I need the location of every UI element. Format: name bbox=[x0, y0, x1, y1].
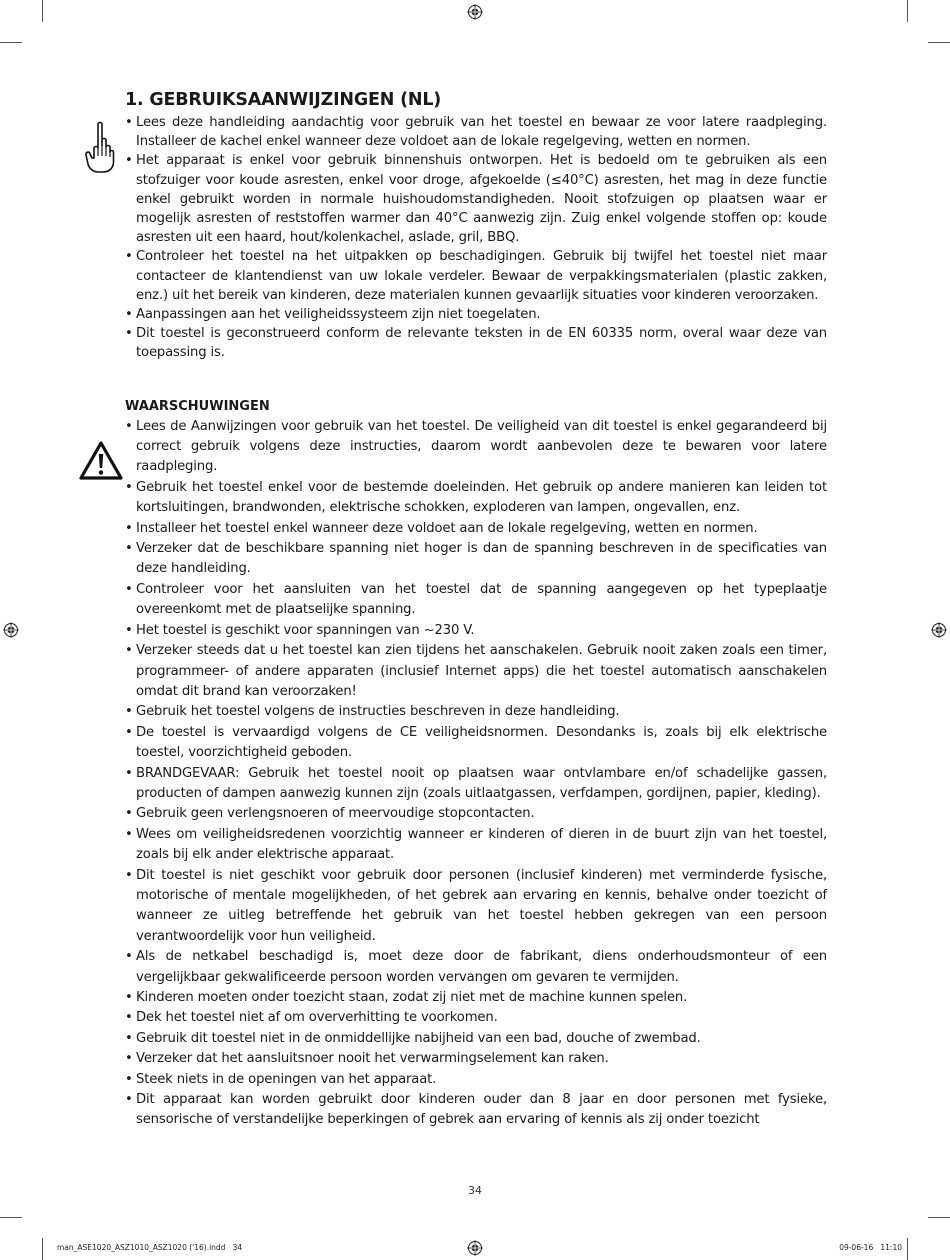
list-item: • Dit apparaat kan worden gebruikt door kinderen ouder dan 8 jaar en door personen met fysieke, sensorische of verstandelijke beperkingen of gebrek aan ervaring of kennis als zij onder toezicht bbox=[125, 1090, 827, 1131]
list-item: • Lees de Aanwijzingen voor gebruik van het toestel. De veiligheid van dit toestel is enkel gegarandeerd bij correct gebruik volgens deze instructies, daarom wordt aanbevolen deze te bewaren voor latere raadpleging. bbox=[125, 417, 827, 478]
list-item: • Gebruik dit toestel niet in de onmiddellijke nabijheid van een bad, douche of zwembad. bbox=[125, 1029, 827, 1049]
list-item: • Dit toestel is niet geschikt voor gebruik door personen (inclusief kinderen) met verminderde fysische, motorische of mentale mogelijkheden, of het gebrek aan ervaring en kennis, behalve onder toezicht of wanneer ze uitleg betreffende het gebruik van het toestel hebben gekregen van een persoon verantwoordelijk voor hun veiligheid. bbox=[125, 866, 827, 948]
section-title: 1. GEBRUIKSAANWIJZINGEN (NL) bbox=[125, 90, 442, 110]
crop-mark bbox=[0, 1217, 22, 1218]
file-slug: man_ASE1020_ASZ1010_ASZ1020 ('16).indd 34 bbox=[57, 1243, 243, 1252]
list-item: • Controleer voor het aansluiten van het toestel dat de spanning aangegeven op het typeplaatje overeenkomt met de plaatselijke spanning. bbox=[125, 580, 827, 621]
list-item: • Kinderen moeten onder toezicht staan, zodat zij niet met de machine kunnen spelen. bbox=[125, 988, 827, 1008]
instructions-list bbox=[125, 113, 827, 363]
list-item: • De toestel is vervaardigd volgens de CE veiligheidsnormen. Desondanks is, zoals bij elk elektrische toestel, voorzichtigheid geboden. bbox=[125, 723, 827, 764]
crop-mark bbox=[42, 0, 43, 22]
registration-mark-icon bbox=[3, 622, 19, 638]
crop-mark bbox=[42, 1238, 43, 1260]
list-item: • Dit toestel is geconstrueerd conform de relevante teksten in de EN 60335 norm, overal waar deze van toepassing is. bbox=[125, 324, 827, 362]
list-item: • Gebruik het toestel enkel voor de bestemde doeleinden. Het gebruik op andere manieren kan leiden tot kortsluitingen, brandwonden, elektrische schokken, exploderen van lampen, ongevallen, enz. bbox=[125, 478, 827, 519]
list-item: • Gebruik geen verlengsnoeren of meervoudige stopcontacten. bbox=[125, 804, 827, 824]
page-number: 34 bbox=[468, 1184, 482, 1197]
crop-mark bbox=[928, 42, 950, 43]
list-item: • Installeer het toestel enkel wanneer deze voldoet aan de lokale regelgeving, wetten en normen. bbox=[125, 519, 827, 539]
list-item: • Steek niets in de openingen van het apparaat. bbox=[125, 1070, 827, 1090]
list-item: • Het toestel is geschikt voor spanningen van ~230 V. bbox=[125, 621, 827, 641]
warnings-list bbox=[125, 417, 827, 1131]
registration-mark-icon bbox=[467, 1240, 483, 1256]
warning-triangle-icon bbox=[79, 441, 123, 481]
list-item: • Wees om veiligheidsredenen voorzichtig wanneer er kinderen of dieren in de buurt zijn van het toestel, zoals bij elk ander elektrische apparaat. bbox=[125, 825, 827, 866]
list-item: • Aanpassingen aan het veiligheidssysteem zijn niet toegelaten. bbox=[125, 305, 827, 324]
crop-mark bbox=[0, 42, 22, 43]
list-item: • Controleer het toestel na het uitpakken op beschadigingen. Gebruik bij twijfel het toestel niet maar contacteer de klantendienst van uw lokale verdeler. Bewaar de verpakkingsmaterialen (plastic zakken, enz.) uit het bereik van kinderen, deze materialen kunnen gevaarlijk situaties voor kinderen veroorzaken. bbox=[125, 247, 827, 305]
registration-mark-icon bbox=[467, 4, 483, 20]
list-item: • Het apparaat is enkel voor gebruik binnenshuis ontworpen. Het is bedoeld om te gebruiken als een stofzuiger voor koude asresten, enkel voor droge, afgekoelde (≤40°C) asresten, het mag in deze functie enkel gebruikt worden in normale huishoudomstandigheden. Nooit stofzuigen op plaatsen waar er mogelijk asresten of reststoffen warmer dan 40°C aanwezig zijn. Zuig enkel volgende stoffen op: koude asresten uit een haard, hout/kolenkachel, aslade, gril, BBQ. bbox=[125, 151, 827, 247]
list-item: • BRANDGEVAAR: Gebruik het toestel nooit op plaatsen waar ontvlambare en/of schadelijke gassen, producten of dampen aanwezig kunnen zijn (zoals uitlaatgassen, verfdampen, gordijnen, papier, kleding). bbox=[125, 764, 827, 805]
registration-mark-icon bbox=[931, 622, 947, 638]
list-item: • Verzeker dat de beschikbare spanning niet hoger is dan de spanning beschreven in de specificaties van deze handleiding. bbox=[125, 539, 827, 580]
pointing-hand-icon bbox=[84, 120, 116, 176]
list-item: • Verzeker dat het aansluitsnoer nooit het verwarmingselement kan raken. bbox=[125, 1049, 827, 1069]
date-slug: 09-06-16 11:10 bbox=[839, 1243, 902, 1252]
warnings-section bbox=[125, 399, 827, 1131]
list-item: • Verzeker steeds dat u het toestel kan zien tijdens het aanschakelen. Gebruik nooit zaken zoals een timer, programmeer- of andere apparaten (inclusief Internet apps) die het toestel automatisch aanschakelen omdat dit brand kan veroorzaken! bbox=[125, 641, 827, 702]
list-item: • Lees deze handleiding aandachtig voor gebruik van het toestel en bewaar ze voor latere raadpleging. Installeer de kachel enkel wanneer deze voldoet aan de lokale regelgeving, wetten en normen. bbox=[125, 113, 827, 151]
content-area bbox=[125, 90, 827, 1131]
crop-mark bbox=[928, 1217, 950, 1218]
warnings-title: WAARSCHUWINGEN bbox=[125, 398, 270, 414]
list-item: • Als de netkabel beschadigd is, moet deze door de fabrikant, diens onderhoudsmonteur of een vergelijkbaar gekwalificeerde persoon worden vervangen om gevaren te vermijden. bbox=[125, 947, 827, 988]
crop-mark bbox=[907, 0, 908, 22]
list-item: • Gebruik het toestel volgens de instructies beschreven in deze handleiding. bbox=[125, 702, 827, 722]
list-item: • Dek het toestel niet af om oververhitting te voorkomen. bbox=[125, 1008, 827, 1028]
crop-mark bbox=[907, 1238, 908, 1260]
